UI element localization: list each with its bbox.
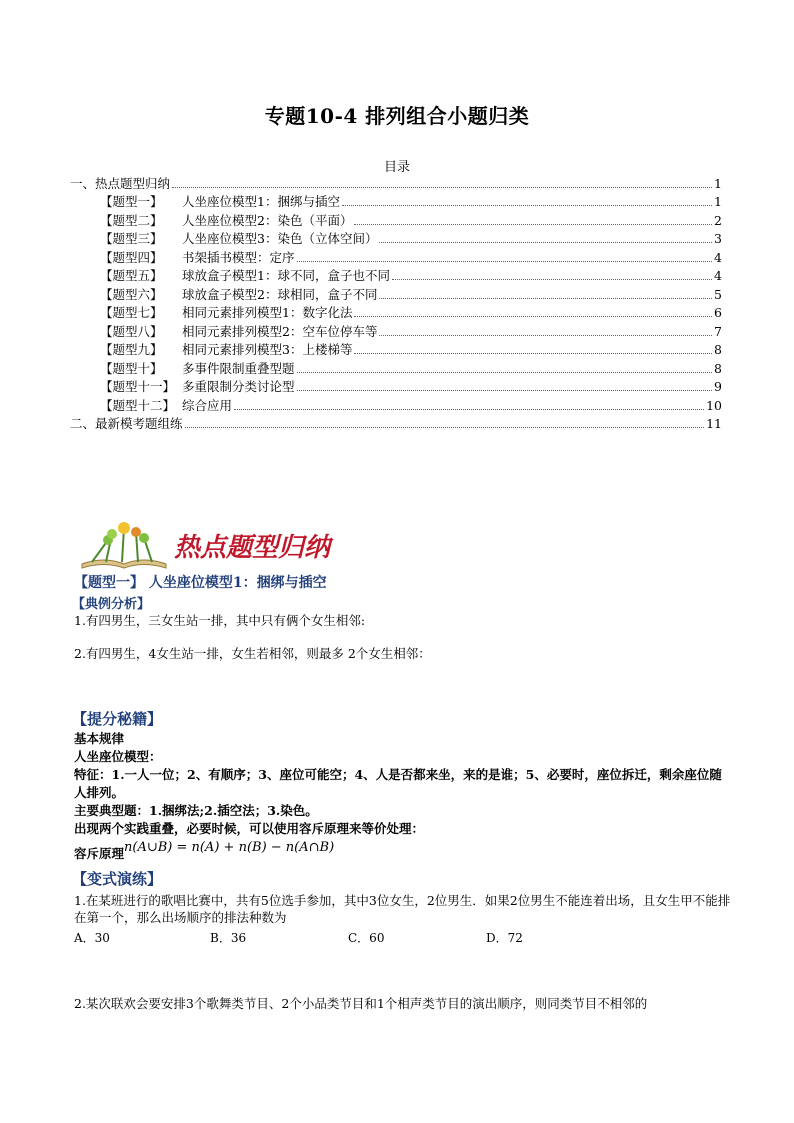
toc-entry-page: 2 [714, 212, 722, 228]
toc-leader-dots [379, 298, 712, 299]
toc-leader-dots [379, 335, 712, 336]
toc-leader-dots [185, 427, 705, 428]
toc-entry-tag: 【题型十一】 [100, 379, 176, 394]
toc-entry-tag: 【题型五】 [100, 268, 163, 283]
overlap-note: 出现两个实践重叠，必要时候，可以使用容斥原理来等价处理： [74, 821, 425, 836]
toc-entry[interactable] [70, 415, 722, 434]
toc-entry-text: 一、热点题型归纳 [70, 175, 171, 191]
toc-leader-dots [392, 279, 712, 280]
toc-entry-tag: 【题型一】 [100, 194, 163, 209]
question-2: 2.某次联欢会要安排3个歌舞类节目、2个小品类节目和1个相声类节目的演出顺序，则同类节目不相邻的 [74, 996, 648, 1011]
toc-entry-page: 6 [714, 305, 722, 320]
toc-entry-page: 11 [706, 416, 722, 431]
banner-title: 热点题型归纳 [174, 533, 331, 563]
option-b: B．36 [210, 931, 247, 945]
model-name: 人坐座位模型： [74, 749, 162, 764]
toc-entry-tag: 【题型七】 [100, 305, 163, 320]
toc-entry-text: 人坐座位模型3：染色（立体空间） [182, 231, 378, 246]
basic-rule: 基本规律 [74, 731, 125, 746]
book-plant-icon [82, 522, 166, 568]
toc-entry-page: 4 [714, 249, 722, 265]
toc-entry-page: 9 [714, 379, 722, 394]
document-title: 专题10-4 排列组合小题归类 [264, 104, 530, 128]
option-a: A．30 [74, 931, 110, 945]
toc-entry-tag: 【题型三】 [100, 231, 163, 246]
toc-entry-page: 4 [714, 268, 722, 283]
toc-entry[interactable] [70, 267, 722, 286]
inclusion-exclusion-label: 容斥原理 [74, 846, 125, 861]
toc-leader-dots [379, 242, 712, 243]
toc-entry-tag: 【题型十】 [100, 360, 163, 376]
toc-entry[interactable] [70, 378, 722, 397]
toc-entry[interactable] [70, 304, 722, 323]
toc-entry-text: 球放盒子模型1：球不同，盒子也不同 [182, 268, 390, 283]
toc-entry[interactable] [70, 248, 722, 267]
toc-entry[interactable] [70, 193, 722, 212]
toc-leader-dots [297, 390, 712, 391]
toc-entry-page: 7 [714, 323, 722, 339]
hot-topics-banner [78, 520, 338, 572]
toc-entry-text: 多事件限制重叠型题 [182, 360, 295, 376]
toc-entry[interactable] [70, 230, 722, 249]
toc-entry-page: 1 [714, 175, 722, 191]
toc-leader-dots [354, 353, 712, 354]
toc-entry-tag: 【题型十二】 [100, 397, 176, 413]
toc-leader-dots [234, 409, 704, 410]
toc-entry-page: 3 [714, 231, 722, 246]
example-1: 1.有四男生，三女生站一排，其中只有俩个女生相邻: [74, 613, 366, 628]
toc-entry-tag: 【题型二】 [100, 212, 163, 228]
toc-leader-dots [342, 205, 712, 206]
toc-entry-text: 人坐座位模型2：染色（平面） [182, 212, 353, 228]
inclusion-exclusion-formula: n(A∪B) = n(A) + n(B) − n(A∩B) [124, 840, 335, 855]
toc-heading: 目录 [383, 160, 410, 175]
toc-leader-dots [297, 372, 712, 373]
option-c: C．60 [348, 931, 385, 945]
toc-entry[interactable] [70, 211, 722, 230]
toc-entry-text: 多重限制分类讨论型 [182, 379, 295, 394]
toc-entry-text: 相同元素排列模型2：空车位停车等 [182, 323, 378, 339]
toc-entry[interactable] [70, 285, 722, 304]
toc-entry[interactable] [70, 396, 722, 415]
toc-entry-page: 8 [714, 342, 722, 357]
option-d: D．72 [486, 931, 523, 945]
toc-entry-text: 二、最新模考题组练 [70, 416, 183, 431]
question-1: 1.在某班进行的歌唱比赛中，共有5位选手参加，其中3位女生，2位男生．如果2位男生不能连着出场，且女生甲不能排在第一个，那么出场顺序的排法种数为 [74, 893, 731, 925]
toc-entry-text: 人坐座位模型1：捆绑与插空 [182, 194, 340, 209]
toc-entry-page: 8 [714, 360, 722, 376]
toc-entry-text: 书架插书模型：定序 [182, 249, 295, 265]
toc-entry[interactable] [70, 174, 722, 193]
toc-entry-page: 5 [714, 286, 722, 302]
toc-entry[interactable] [70, 359, 722, 378]
typical-analysis-label: 【典例分析】 [72, 597, 151, 612]
toc-leader-dots [172, 187, 712, 188]
toc-entry-text: 相同元素排列模型3：上楼梯等 [182, 342, 353, 357]
toc-entry[interactable] [70, 341, 722, 360]
toc-leader-dots [297, 261, 712, 262]
main-types: 主要典型题：1.捆绑法;2.插空法；3.染色。 [74, 803, 318, 818]
toc-entry-tag: 【题型六】 [100, 286, 163, 302]
practice-label: 【变式演练】 [72, 870, 163, 888]
toc-entry-page: 10 [706, 397, 722, 413]
toc-leader-dots [354, 224, 712, 225]
toc-entry-text: 综合应用 [182, 397, 233, 413]
toc-leader-dots [354, 316, 712, 317]
table-of-contents [70, 174, 722, 433]
toc-entry-tag: 【题型四】 [100, 249, 163, 265]
toc-entry-text: 相同元素排列模型1：数字化法 [182, 305, 353, 320]
toc-entry[interactable] [70, 322, 722, 341]
toc-entry-text: 球放盒子模型2：球相同，盒子不同 [182, 286, 378, 302]
toc-entry-tag: 【题型九】 [100, 342, 163, 357]
toc-entry-page: 1 [714, 194, 722, 209]
example-2: 2.有四男生，4女生站一排，女生若相邻，则最多 2个女生相邻： [74, 646, 431, 661]
section-title: 【题型一】 人坐座位模型1：捆绑与插空 [74, 575, 327, 591]
toc-entry-tag: 【题型八】 [100, 323, 163, 339]
tips-label: 【提分秘籍】 [72, 710, 163, 728]
features-text: 特征：1.一人一位；2、有顺序；3、座位可能空；4、人是否都来坐，来的是谁；5、必要时，座位拆迁，剩余座位随人排列。 [74, 767, 722, 800]
